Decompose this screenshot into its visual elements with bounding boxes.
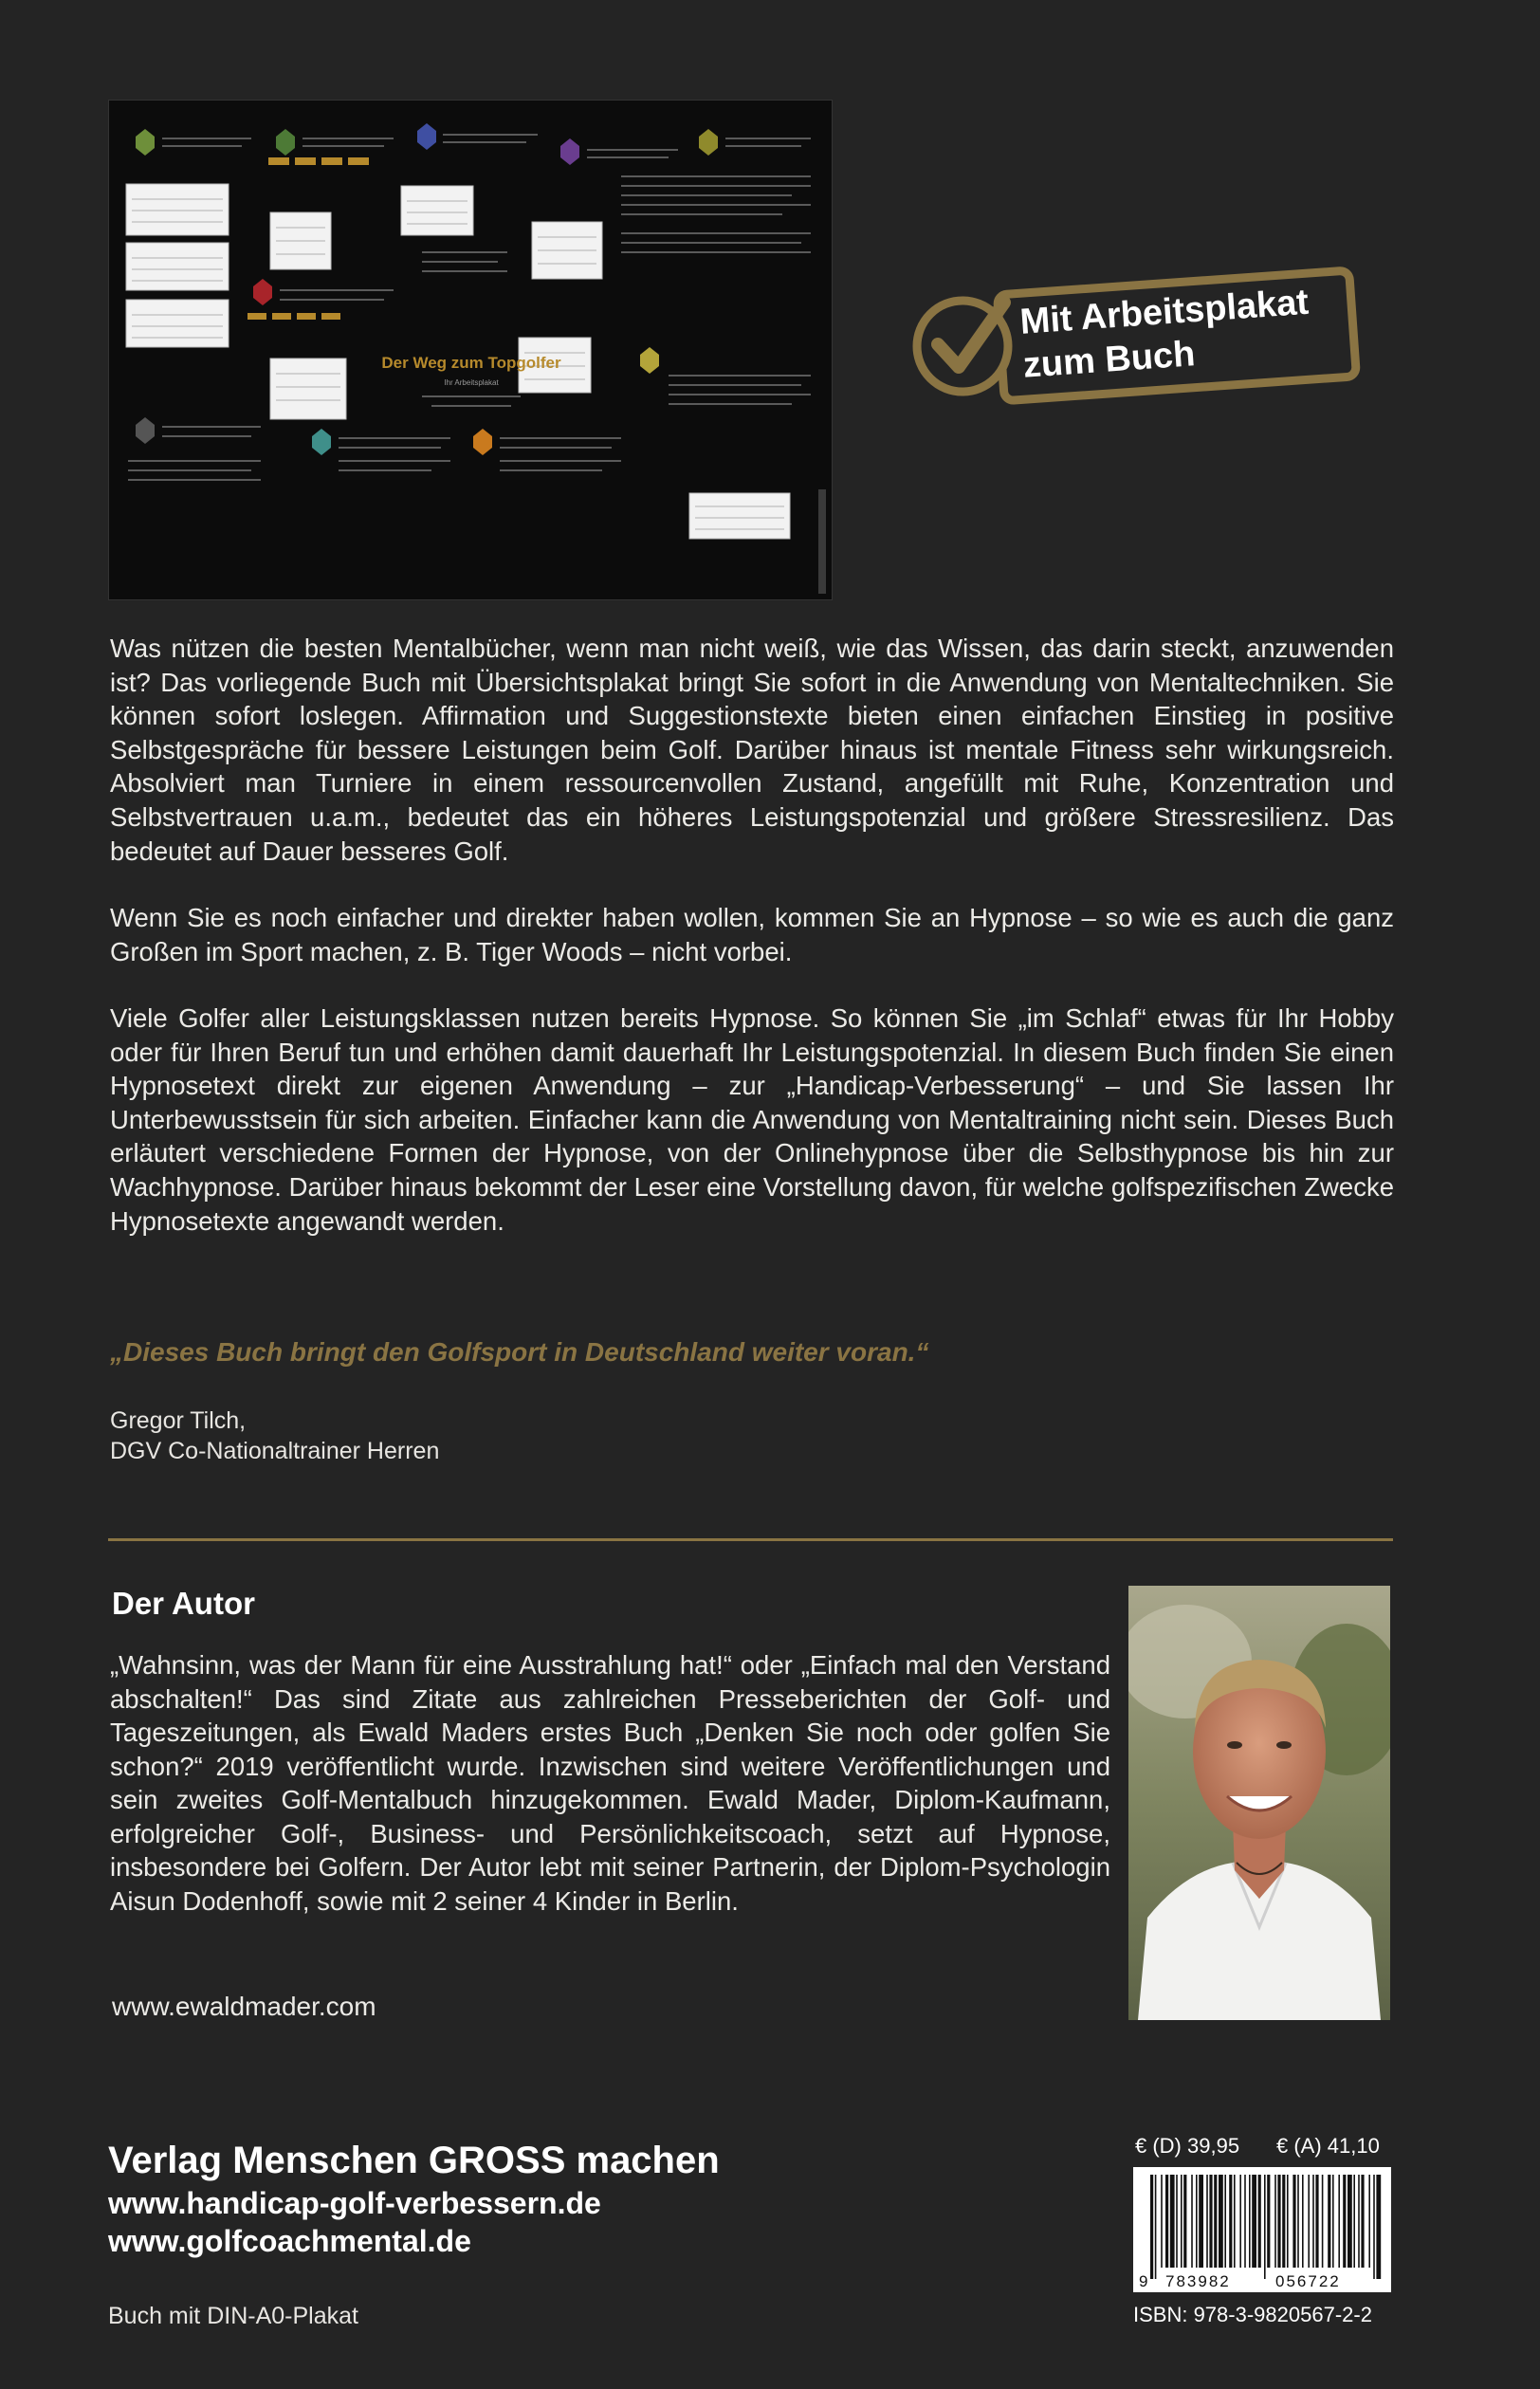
barcode-bar — [1287, 2175, 1289, 2268]
badge-line-2: zum Buch — [1021, 334, 1197, 386]
barcode-bar — [1358, 2175, 1360, 2268]
barcode-bar — [1328, 2175, 1330, 2268]
barcode-bar — [1183, 2175, 1186, 2268]
price-austria: € (A) 41,10 — [1276, 2134, 1380, 2158]
poster-side-strip — [818, 489, 826, 594]
barcode-digit-prefix: 9 — [1139, 2272, 1148, 2290]
poster-thumbnail — [108, 100, 833, 600]
barcode-bar — [1308, 2175, 1310, 2268]
barcode-bar — [1176, 2175, 1178, 2268]
book-format: Buch mit DIN-A0-Plakat — [108, 2303, 358, 2329]
publisher-url-2[interactable]: www.golfcoachmental.de — [108, 2224, 471, 2258]
barcode-bar — [1229, 2175, 1232, 2268]
barcode-bar — [1239, 2175, 1241, 2268]
barcode-bar — [1206, 2175, 1208, 2268]
barcode-digits-right: 056722 — [1275, 2272, 1341, 2290]
barcode-bar — [1376, 2175, 1381, 2279]
publisher-url-1[interactable]: www.handicap-golf-verbessern.de — [108, 2186, 601, 2220]
barcode-bar — [1315, 2175, 1318, 2268]
publisher-name: Verlag Menschen GROSS machen — [108, 2140, 720, 2181]
barcode-bar — [1170, 2175, 1175, 2268]
barcode-bar — [1361, 2175, 1364, 2268]
barcode-bar — [1249, 2175, 1251, 2268]
barcode-bar — [1234, 2175, 1236, 2268]
isbn: ISBN: 978-3-9820567-2-2 — [1133, 2303, 1372, 2326]
quote-author-role: DGV Co-Nationaltrainer Herren — [110, 1438, 440, 1464]
barcode-bar — [1258, 2175, 1261, 2268]
barcode-bar — [1264, 2175, 1266, 2279]
barcode-bar — [1292, 2175, 1295, 2268]
barcode-bar — [1224, 2175, 1226, 2268]
barcode-bar — [1252, 2175, 1256, 2268]
barcode-bar — [1277, 2175, 1280, 2268]
price-germany: € (D) 39,95 — [1135, 2134, 1240, 2158]
barcode-bar — [1219, 2175, 1223, 2268]
poster-title: Der Weg zum Topgolfer — [381, 354, 561, 372]
barcode-bar — [1353, 2175, 1355, 2268]
barcode — [1133, 2167, 1391, 2292]
quote-author-name: Gregor Tilch, — [110, 1407, 247, 1434]
barcode-bar — [1297, 2175, 1299, 2268]
author-bio: „Wahnsinn, was der Mann für eine Ausstrahlung hat!“ oder „Einfach mal den Verstand abschalten!“ Das sind Zitate aus zahlreichen Presseberichten der Golf- und Tageszeitungen, als Ewald Maders erstes Buch „Denken Sie noch oder golfen Sie schon?“ 2019 veröffentlicht wurde. Inzwischen sind weitere Veröffentlichungen und sein zweites Golf-Mentalbuch hinzugekommen. Ewald Mader, Diplom-Kaufmann, erfolgreicher Golf-, Business- und Persönlichkeitscoach, setzt auf Hypnose, insbesondere bei Golfern. Der Autor lebt mit seiner Partnerin, der Diplom-Psychologin Aisun Dodenhoff, sowie mit 2 seiner 4 Kinder in Berlin. — [110, 1650, 1110, 1916]
barcode-bar — [1181, 2175, 1182, 2268]
barcode-bar — [1196, 2175, 1198, 2268]
intro-paragraph-3: Viele Golfer aller Leistungsklassen nutzen bereits Hypnose. So können Sie „im Schlaf“ etwas für Ihr Hobby oder für Ihren Beruf tun und erhöhen damit dauerhaft Ihr Leistungspotenzial. In diesem Buch finden Sie einen Hypnosetext direkt zur eigenen Anwendung – zur „Handicap-Verbesserung“ – und Sie lassen Ihr Unterbewusstsein für sich arbeiten. Einfacher kann die Anwendung von Mentaltraining nicht sein. Dieses Buch erläutert verschiedene Formen der Hypnose, von der Onlinehypnose über die Selbsthypnose bis hin zur Wachhypnose. Darüber hinaus bekommt der Leser eine Vorstellung davon, für welche golfspezifischen Zwecke Hypnosetexte angewandt werden. — [110, 1003, 1394, 1236]
barcode-bar — [1244, 2175, 1246, 2268]
author-photo — [1128, 1586, 1390, 2020]
barcode-bar — [1373, 2175, 1375, 2279]
barcode-bar — [1191, 2175, 1193, 2268]
barcode-bar — [1214, 2175, 1217, 2268]
section-divider — [108, 1538, 1393, 1541]
arbeitsplakat-badge — [906, 261, 1370, 413]
barcode-bar — [1343, 2175, 1346, 2268]
barcode-bar — [1165, 2175, 1168, 2268]
barcode-bar — [1302, 2175, 1304, 2268]
barcode-bar — [1368, 2175, 1370, 2268]
barcode-digits-left: 783982 — [1165, 2272, 1231, 2290]
barcode-bar — [1161, 2175, 1163, 2268]
poster-graphic — [109, 101, 833, 600]
barcode-bar — [1348, 2175, 1352, 2268]
intro-paragraph-1: Was nützen die besten Mentalbücher, wenn man nicht weiß, wie das Wissen, das darin steckt, anzuwenden ist? Das vorliegende Buch mit Übersichtsplakat bringt Sie sofort in die Anwendung von Mentaltechniken. Sie können sofort loslegen. Affirmation und Suggestionstexte bieten einen einfachen Einstieg in positive Selbstgespräche für bessere Leistungen beim Golf. Darüber hinaus ist mentale Fitness sehr wirkungsreich. Absolviert man Turniere in einem ressourcenvollen Zustand, angefüllt mit Ruhe, Konzentration und Selbstvertrauen u.a.m., bedeutet das ein höheres Leistungspotenzial und größere Stressresilienz. Das bedeutet auf Dauer besseres Golf. — [110, 634, 1394, 866]
barcode-bar — [1274, 2175, 1276, 2268]
endorsement-quote: „Dieses Buch bringt den Golfsport in Deutschland weiter voran.“ — [110, 1337, 929, 1367]
poster-subtitle: Ihr Arbeitsplakat — [444, 378, 499, 387]
author-heading: Der Autor — [112, 1586, 255, 1621]
barcode-bar — [1209, 2175, 1212, 2268]
barcode-bar — [1282, 2175, 1285, 2268]
intro-paragraph-2: Wenn Sie es noch einfacher und direkter haben wollen, kommen Sie an Hypnose – so wie es auch die ganz Großen im Sport machen, z. B. Tiger Woods – nicht vorbei. — [110, 903, 1394, 966]
badge-line-1: Mit Arbeitsplakat — [1018, 282, 1311, 342]
barcode-bar — [1332, 2175, 1334, 2268]
barcode-bar — [1267, 2175, 1270, 2268]
barcode-graphic — [1133, 2167, 1391, 2292]
barcode-bar — [1199, 2175, 1203, 2268]
barcode-bar — [1312, 2175, 1314, 2268]
barcode-bar — [1155, 2175, 1157, 2279]
barcode-bar — [1322, 2175, 1324, 2268]
barcode-bar — [1338, 2175, 1340, 2268]
author-website-link[interactable]: www.ewaldmader.com — [112, 1992, 376, 2021]
barcode-bar — [1150, 2175, 1153, 2279]
